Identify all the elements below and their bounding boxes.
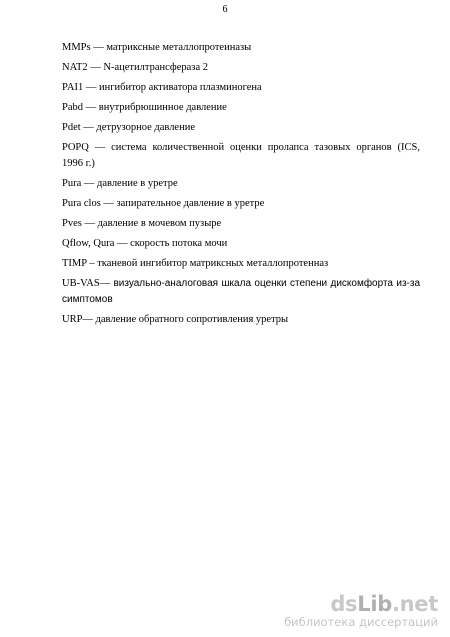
abbreviation-item-pabd: Pabd — внутрибрюшинное давление bbox=[62, 102, 227, 113]
abbreviation-popq-line1: POPQ — система количественной оценки пролапса тазовых органов (ICS, bbox=[62, 142, 420, 153]
abbreviation-item-urp: URP— давление обратного сопротивления уретры bbox=[62, 314, 289, 325]
watermark-caption: библиотека диссертаций bbox=[284, 615, 438, 629]
logo-ds: ds bbox=[330, 592, 358, 616]
abbreviation-popq-line2: 1996 г.) bbox=[62, 158, 95, 169]
abbreviation-item-pves: Pves — давление в мочевом пузыре bbox=[62, 218, 222, 229]
abbreviation-item-pai1: PAI1 — ингибитор активатора плазминогена bbox=[62, 82, 262, 93]
abbreviation-item-mmps: MMPs — матриксные металлопротеиназы bbox=[62, 42, 252, 53]
abbreviation-item-pdet: Pdet — детрузорное давление bbox=[62, 122, 195, 133]
abbreviation-item-timp: TIMP – тканевой ингибитор матриксных металлопротенназ bbox=[62, 258, 329, 269]
abbreviation-ub-vas-line2: симптомов bbox=[62, 294, 113, 305]
abbreviation-item-pura: Pura — давление в уретре bbox=[62, 178, 178, 189]
abbreviation-item-ub-vas bbox=[62, 276, 420, 308]
dslib-watermark bbox=[284, 593, 438, 629]
abbreviation-ub-vas-line1 bbox=[62, 276, 420, 292]
dslib-logo bbox=[284, 593, 438, 615]
abbreviation-item-nat2: NAT2 — N-ацетилтрансфераза 2 bbox=[62, 62, 208, 73]
abbreviation-item-popq bbox=[62, 140, 420, 172]
abbreviation-list bbox=[62, 40, 420, 332]
abbreviation-item-qflow: Qflow, Qura — скорость потока мочи bbox=[62, 238, 228, 249]
logo-lib: Lib bbox=[357, 592, 392, 616]
abbreviation-ub-vas-term: UB-VAS— bbox=[62, 278, 111, 289]
page-number: 6 bbox=[222, 4, 228, 15]
logo-net: .net bbox=[391, 592, 438, 616]
abbreviation-item-pura-clos: Pura clos — запирательное давление в уретре bbox=[62, 198, 265, 209]
abbreviation-ub-vas-definition: визуально-аналоговая шкала оценки степени дискомфорта из-за bbox=[113, 278, 421, 289]
